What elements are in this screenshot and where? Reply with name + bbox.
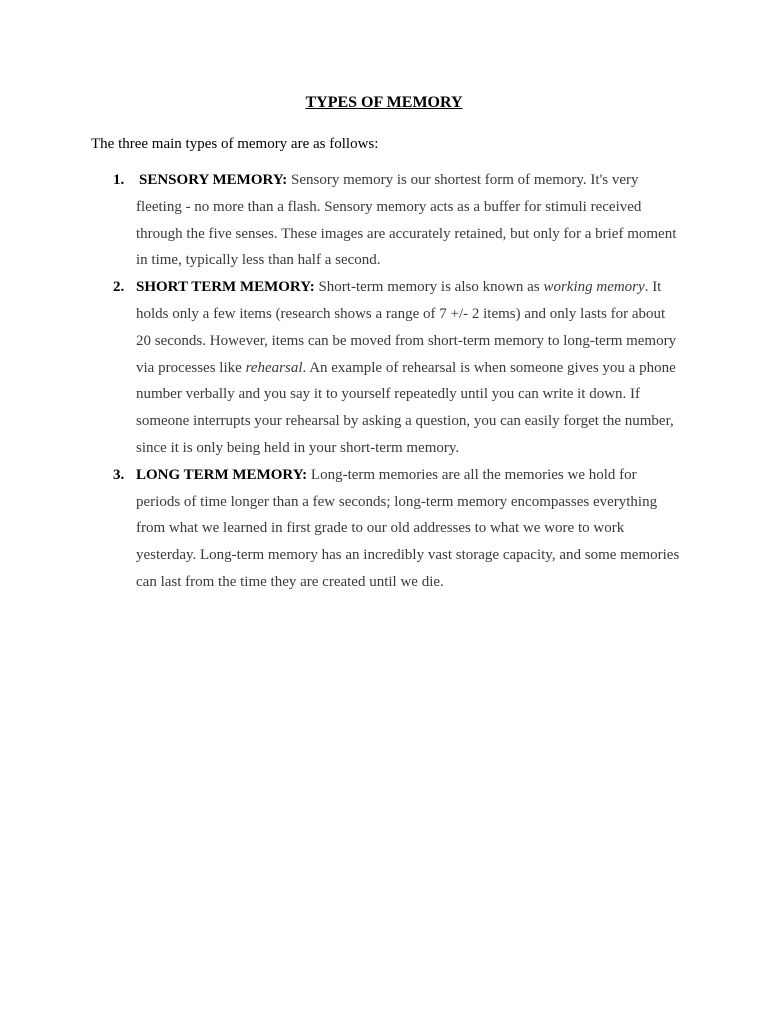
list-item-sensory-memory <box>0 167 768 274</box>
item-heading: SENSORY MEMORY: <box>139 172 288 188</box>
list-item-short-term-memory <box>0 274 768 462</box>
item-body-part: . An example of rehearsal is when someone gives you a phone number verbally and you say it to yourself repeatedly until you can write it down. If someone interrupts your rehearsal by asking a question, you can easily forget the number, since it is only being held in your short-term memory. <box>136 359 676 456</box>
list-number: 3. <box>113 466 125 483</box>
item-emphasis: rehearsal <box>245 359 303 376</box>
list-item-long-term-memory <box>0 462 768 596</box>
list-number: 1. <box>113 172 125 188</box>
item-heading: LONG TERM MEMORY: <box>136 466 308 483</box>
item-body-part: . It holds only a few items (research shows a range of 7 +/- 2 items) and only lasts for about 20 seconds. However, items can be moved from short-term memory to long-term memory via processes like <box>136 279 677 376</box>
document-title: TYPES OF MEMORY <box>305 94 463 111</box>
item-body: Long-term memories are all the memories we hold for periods of time longer than a few seconds; long-term memory encompasses everything from what we learned in first grade to our old addresses to what we wore to work yesterday. Long-term memory has an incredibly vast storage capacity, and some memories can last from the time they are created until we die. <box>136 466 680 590</box>
intro-paragraph: The three main types of memory are as follows: <box>91 136 379 152</box>
list-item-text <box>136 462 681 596</box>
list-item-text <box>136 274 681 462</box>
list-number: 2. <box>113 279 125 296</box>
item-emphasis: working memory <box>543 279 645 296</box>
item-body: Sensory memory is our shortest form of memory. It's very fleeting - no more than a flash. Sensory memory acts as a buffer for stimuli received through the five senses. These images are accurately retained, but only for a brief moment in time, typically less than half a second. <box>136 172 677 269</box>
list-item-text <box>136 167 681 274</box>
memory-types-list <box>0 167 768 596</box>
item-body-part: Short-term memory is also known as <box>314 279 544 296</box>
item-heading: SHORT TERM MEMORY: <box>136 279 315 296</box>
